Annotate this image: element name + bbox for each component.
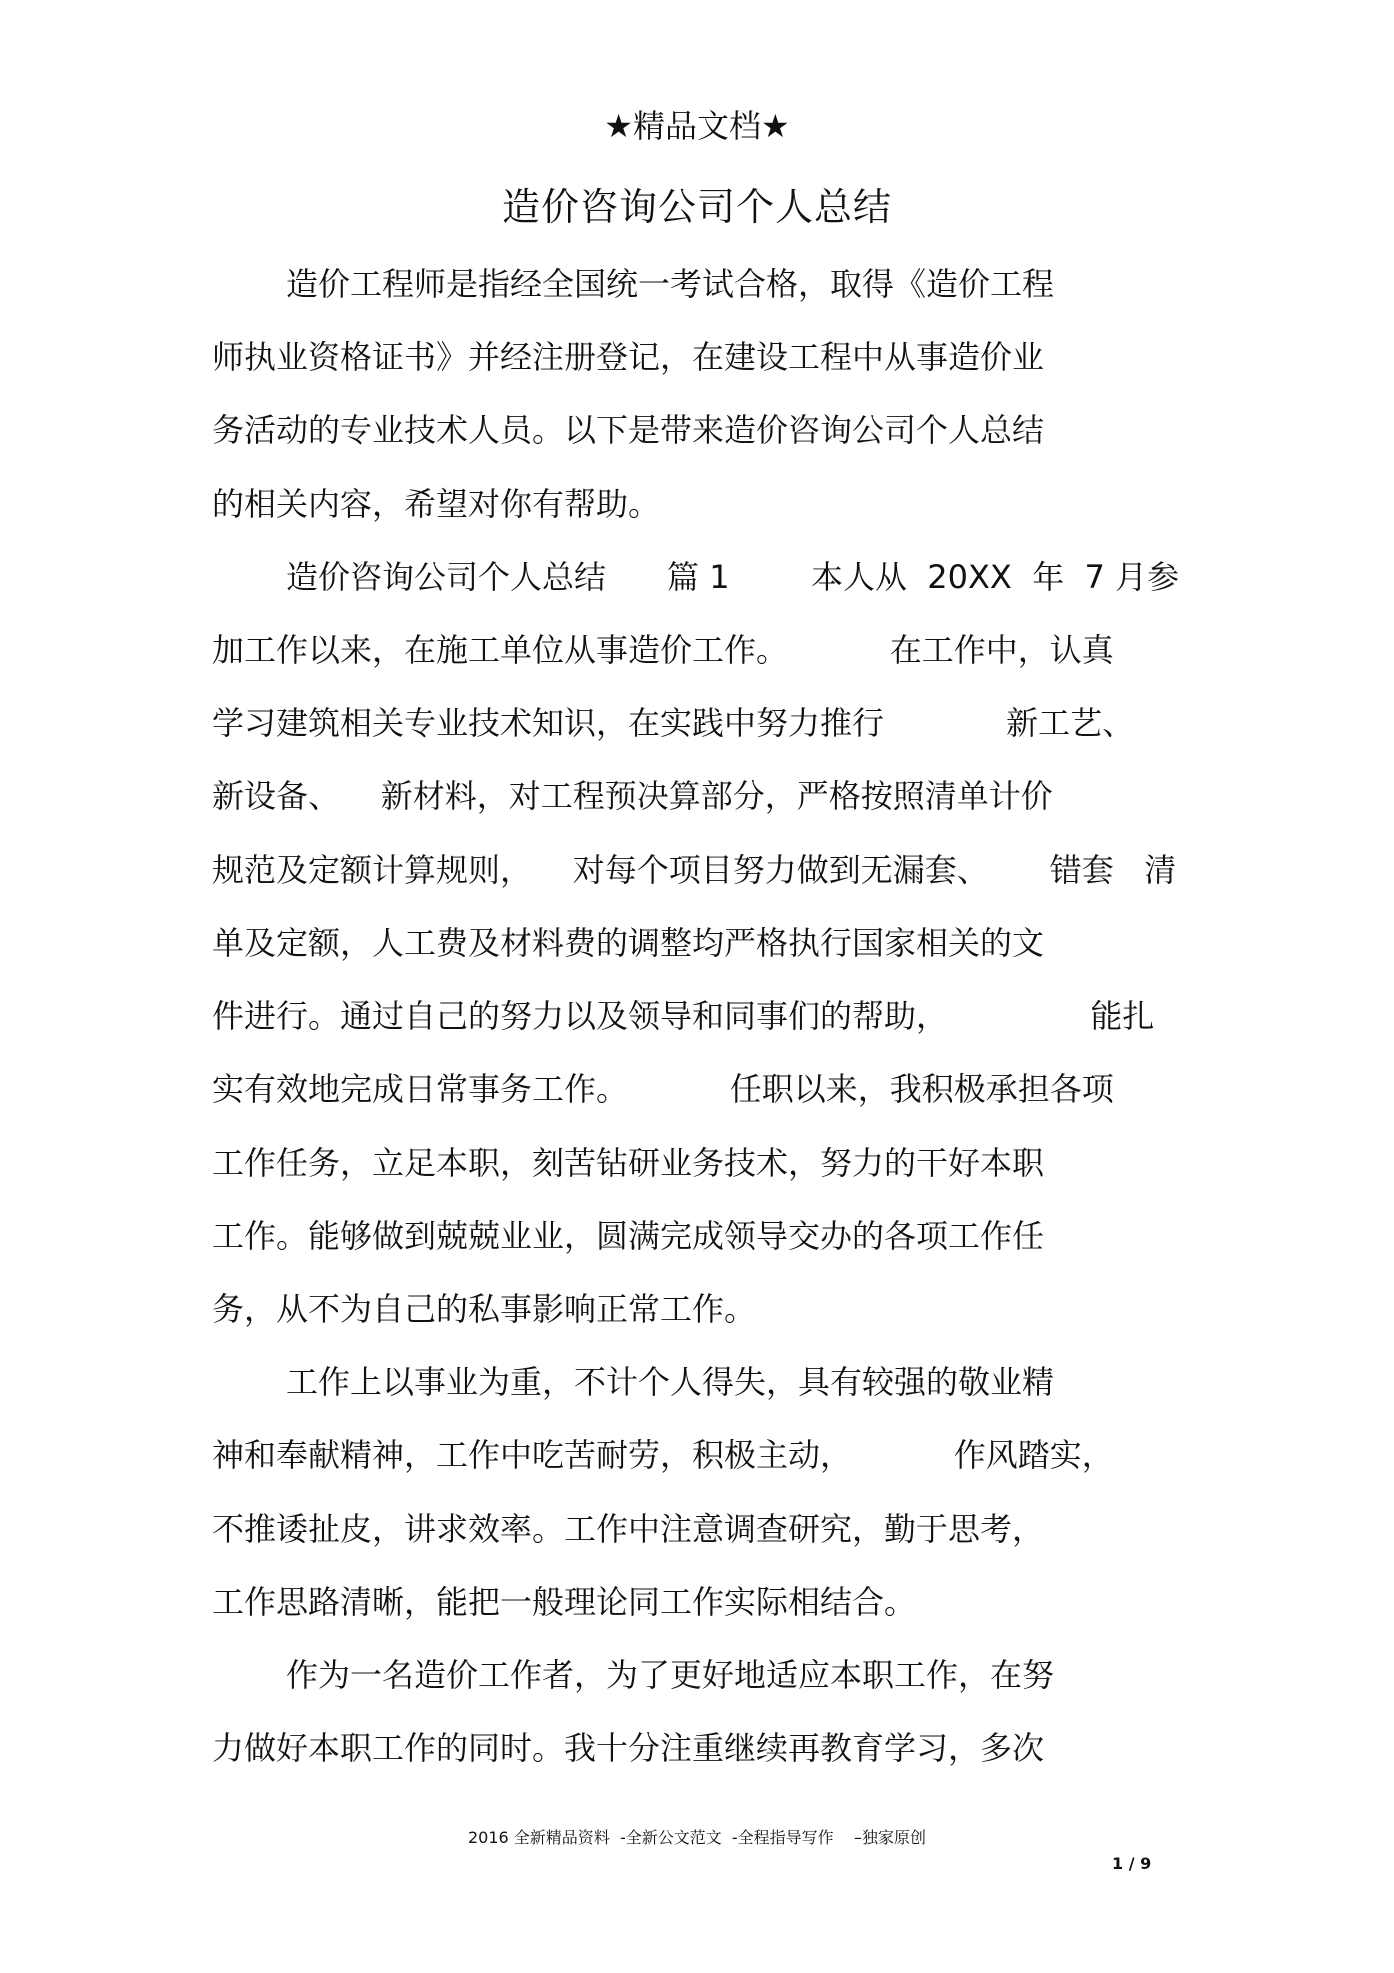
body-line: 务活动的专业技术人员。以下是带来造价咨询公司个人总结 [212, 411, 1045, 449]
body-line: 学习建筑相关专业技术知识，在实践中努力推行 新工艺、 [212, 704, 1135, 742]
page-number: 1 / 9 [1112, 1854, 1152, 1873]
body-line: 实有效地完成日常事务工作。 任职以来，我积极承担各项 [212, 1070, 1114, 1108]
body-line: 工作。能够做到兢兢业业，圆满完成领导交办的各项工作任 [212, 1217, 1045, 1255]
footer-text: 2016 全新精品资料 -全新公文范文 -全程指导写作 –独家原创 [467, 1828, 927, 1847]
body-line: 件进行。通过自己的努力以及领导和同事们的帮助， 能扎 [212, 997, 1155, 1035]
body-line: 工作任务，立足本职，刻苦钻研业务技术，努力的干好本职 [212, 1144, 1045, 1182]
body-line: 力做好本职工作的同时。我十分注重继续再教育学习，多次 [212, 1729, 1045, 1767]
body-line: 的相关内容，希望对你有帮助。 [212, 485, 661, 523]
body-line: 新设备、 新材料，对工程预决算部分，严格按照清单计价 [212, 777, 1053, 815]
body-line: 造价工程师是指经全国统一考试合格，取得《造价工程 [286, 265, 1055, 303]
body-line: 规范及定额计算规则， 对每个项目努力做到无漏套、 错套 清 [212, 851, 1177, 889]
body-line: 造价咨询公司个人总结 篇 1 本人从 20XX 年 7 月参 [286, 558, 1180, 596]
body-line: 作为一名造价工作者，为了更好地适应本职工作，在努 [286, 1656, 1055, 1694]
body-line: 务，从不为自己的私事影响正常工作。 [212, 1290, 757, 1328]
body-line: 工作思路清晰，能把一般理论同工作实际相结合。 [212, 1583, 917, 1621]
body-line: 工作上以事业为重，不计个人得失，具有较强的敬业精 [286, 1363, 1055, 1401]
body-line: 不推诿扯皮，讲求效率。工作中注意调查研究，勤于思考， [212, 1510, 1045, 1548]
body-line: 单及定额，人工费及材料费的调整均严格执行国家相关的文 [212, 924, 1045, 962]
body-line: 加工作以来，在施工单位从事造价工作。 在工作中，认真 [212, 631, 1114, 669]
body-line: 师执业资格证书》并经注册登记，在建设工程中从事造价业 [212, 338, 1045, 376]
header-banner: ★精品文档★ [604, 107, 790, 145]
body-line: 神和奉献精神，工作中吃苦耐劳，积极主动， 作风踏实， [212, 1436, 1114, 1474]
page-title: 造价咨询公司个人总结 [501, 185, 892, 229]
